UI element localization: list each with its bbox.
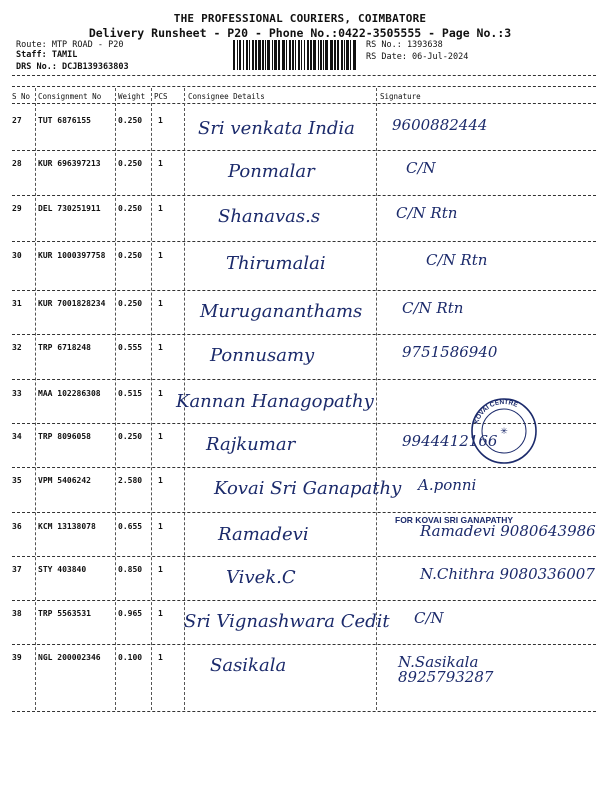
col-weight: Weight [118,92,146,101]
company-name: THE PROFESSIONAL COURIERS, COIMBATORE [173,12,427,25]
consignee-handwriting: Rajkumar [206,434,296,455]
svg-text:✳: ✳ [500,426,508,436]
col-consignee: Consignee Details [188,92,265,101]
cell-sno: 33 [12,389,22,398]
consignee-handwriting: Sri venkata India [198,118,355,139]
cell-sno: 36 [12,522,22,531]
signature-handwriting: N.Sasikala 8925793287 [398,653,494,686]
signature-handwriting: 9600882444 [392,116,488,134]
cell-sno: 37 [12,565,22,574]
drs-number: DRS No.: DCJB139363803 [16,62,129,72]
cell-weight: 0.515 [118,389,143,398]
consignee-handwriting: Sasikala [210,655,287,676]
signature-handwriting: C/N [406,159,436,177]
col-consignment: Consignment No [38,92,102,101]
signature-handwriting: C/N [414,609,444,627]
cell-pcs: 1 [158,299,163,308]
row-divider [12,600,596,601]
consignee-handwriting: Kannan Hanagopathy [176,391,374,412]
signature-handwriting: C/N Rtn [396,204,458,222]
cell-pcs: 1 [158,565,163,574]
cell-pcs: 1 [158,204,163,213]
cell-sno: 39 [12,653,22,662]
header-divider [12,75,596,76]
consignee-handwriting: Kovai Sri Ganapathy [214,478,402,499]
staff-label: Staff: TAMIL [16,50,78,60]
cell-pcs: 1 [158,609,163,618]
company-stamp [469,396,539,466]
cell-sno: 28 [12,159,22,168]
row-divider [12,195,596,196]
cell-pcs: 1 [158,343,163,352]
row-divider [12,290,596,291]
col-sno: S No [12,92,31,101]
cell-consignment: MAA 102286308 [38,389,101,398]
cell-sno: 32 [12,343,22,352]
cell-weight: 0.250 [118,116,143,125]
cell-pcs: 1 [158,159,163,168]
cell-weight: 0.555 [118,343,143,352]
row-divider [12,150,596,151]
consignee-handwriting: Sri Vignashwara Cedit [184,611,390,632]
row-divider [12,512,596,513]
cell-consignment: KUR 7001828234 [38,299,106,308]
rs-number: RS No.: 1393638 [366,40,443,50]
cell-weight: 0.250 [118,299,143,308]
column-separator [115,88,116,710]
cell-sno: 29 [12,204,22,213]
cell-weight: 0.250 [118,204,143,213]
cell-sno: 38 [12,609,22,618]
signature-handwriting: C/N Rtn [426,251,488,269]
col-signature: Signature [380,92,421,101]
cell-pcs: 1 [158,389,163,398]
cell-weight: 0.655 [118,522,143,531]
runsheet-title: Delivery Runsheet - P20 - Phone No.:0422-3505555 - Page No.:3 [88,26,512,40]
route-label: Route: MTP ROAD - P20 [16,40,124,50]
table-top-border [12,86,596,87]
cell-pcs: 1 [158,432,163,441]
cell-pcs: 1 [158,522,163,531]
cell-consignment: VPM 5406242 [38,476,91,485]
cell-weight: 0.250 [118,251,143,260]
cell-consignment: KUR 696397213 [38,159,101,168]
cell-weight: 0.850 [118,565,143,574]
consignee-handwriting: Ponnusamy [210,345,315,366]
signature-handwriting: 9751586940 [402,343,498,361]
consignee-handwriting: Murugananthams [200,301,363,322]
barcode [233,40,357,70]
col-pcs: PCS [154,92,168,101]
signature-handwriting: A.ponni [418,476,477,494]
row-divider [12,379,596,380]
signature-handwriting: C/N Rtn [402,299,464,317]
column-separator [35,88,36,710]
row-divider [12,241,596,242]
cell-consignment: STY 403840 [38,565,87,574]
cell-consignment: NGL 200002346 [38,653,101,662]
svg-text:KOVAI CENTRE: KOVAI CENTRE [473,398,519,425]
cell-weight: 0.965 [118,609,143,618]
rs-date: RS Date: 06-Jul-2024 [366,52,469,62]
signature-handwriting: 9944412166 [402,432,498,450]
row-divider [12,334,596,335]
cell-consignment: TRP 8096058 [38,432,91,441]
column-separator [151,88,152,710]
cell-sno: 35 [12,476,22,485]
signature-handwriting: N.Chithra 9080336007 [420,565,595,583]
cell-sno: 31 [12,299,22,308]
company-stamp-text: FOR KOVAI SRI GANAPATHY [395,515,514,525]
cell-weight: 0.250 [118,432,143,441]
cell-sno: 34 [12,432,22,441]
row-divider [12,467,596,468]
cell-weight: 0.100 [118,653,143,662]
row-divider [12,556,596,557]
cell-sno: 30 [12,251,22,260]
cell-consignment: TUT 6876155 [38,116,91,125]
consignee-handwriting: Ramadevi [218,524,309,545]
signature-handwriting: Ramadevi 9080643986 [420,522,596,540]
cell-pcs: 1 [158,116,163,125]
cell-weight: 0.250 [118,159,143,168]
consignee-handwriting: Thirumalai [226,253,326,274]
column-header-divider [12,103,596,104]
cell-consignment: KUR 1000397758 [38,251,106,260]
consignee-handwriting: Ponmalar [228,161,315,182]
row-divider [12,711,596,712]
consignee-handwriting: Shanavas.s [218,206,321,227]
row-divider [12,644,596,645]
cell-pcs: 1 [158,251,163,260]
cell-consignment: TRP 5563531 [38,609,91,618]
cell-weight: 2.580 [118,476,143,485]
cell-pcs: 1 [158,653,163,662]
consignee-handwriting: Vivek.C [226,567,296,588]
cell-sno: 27 [12,116,22,125]
cell-pcs: 1 [158,476,163,485]
cell-consignment: DEL 730251911 [38,204,101,213]
cell-consignment: TRP 6718248 [38,343,91,352]
cell-consignment: KCM 13138078 [38,522,96,531]
